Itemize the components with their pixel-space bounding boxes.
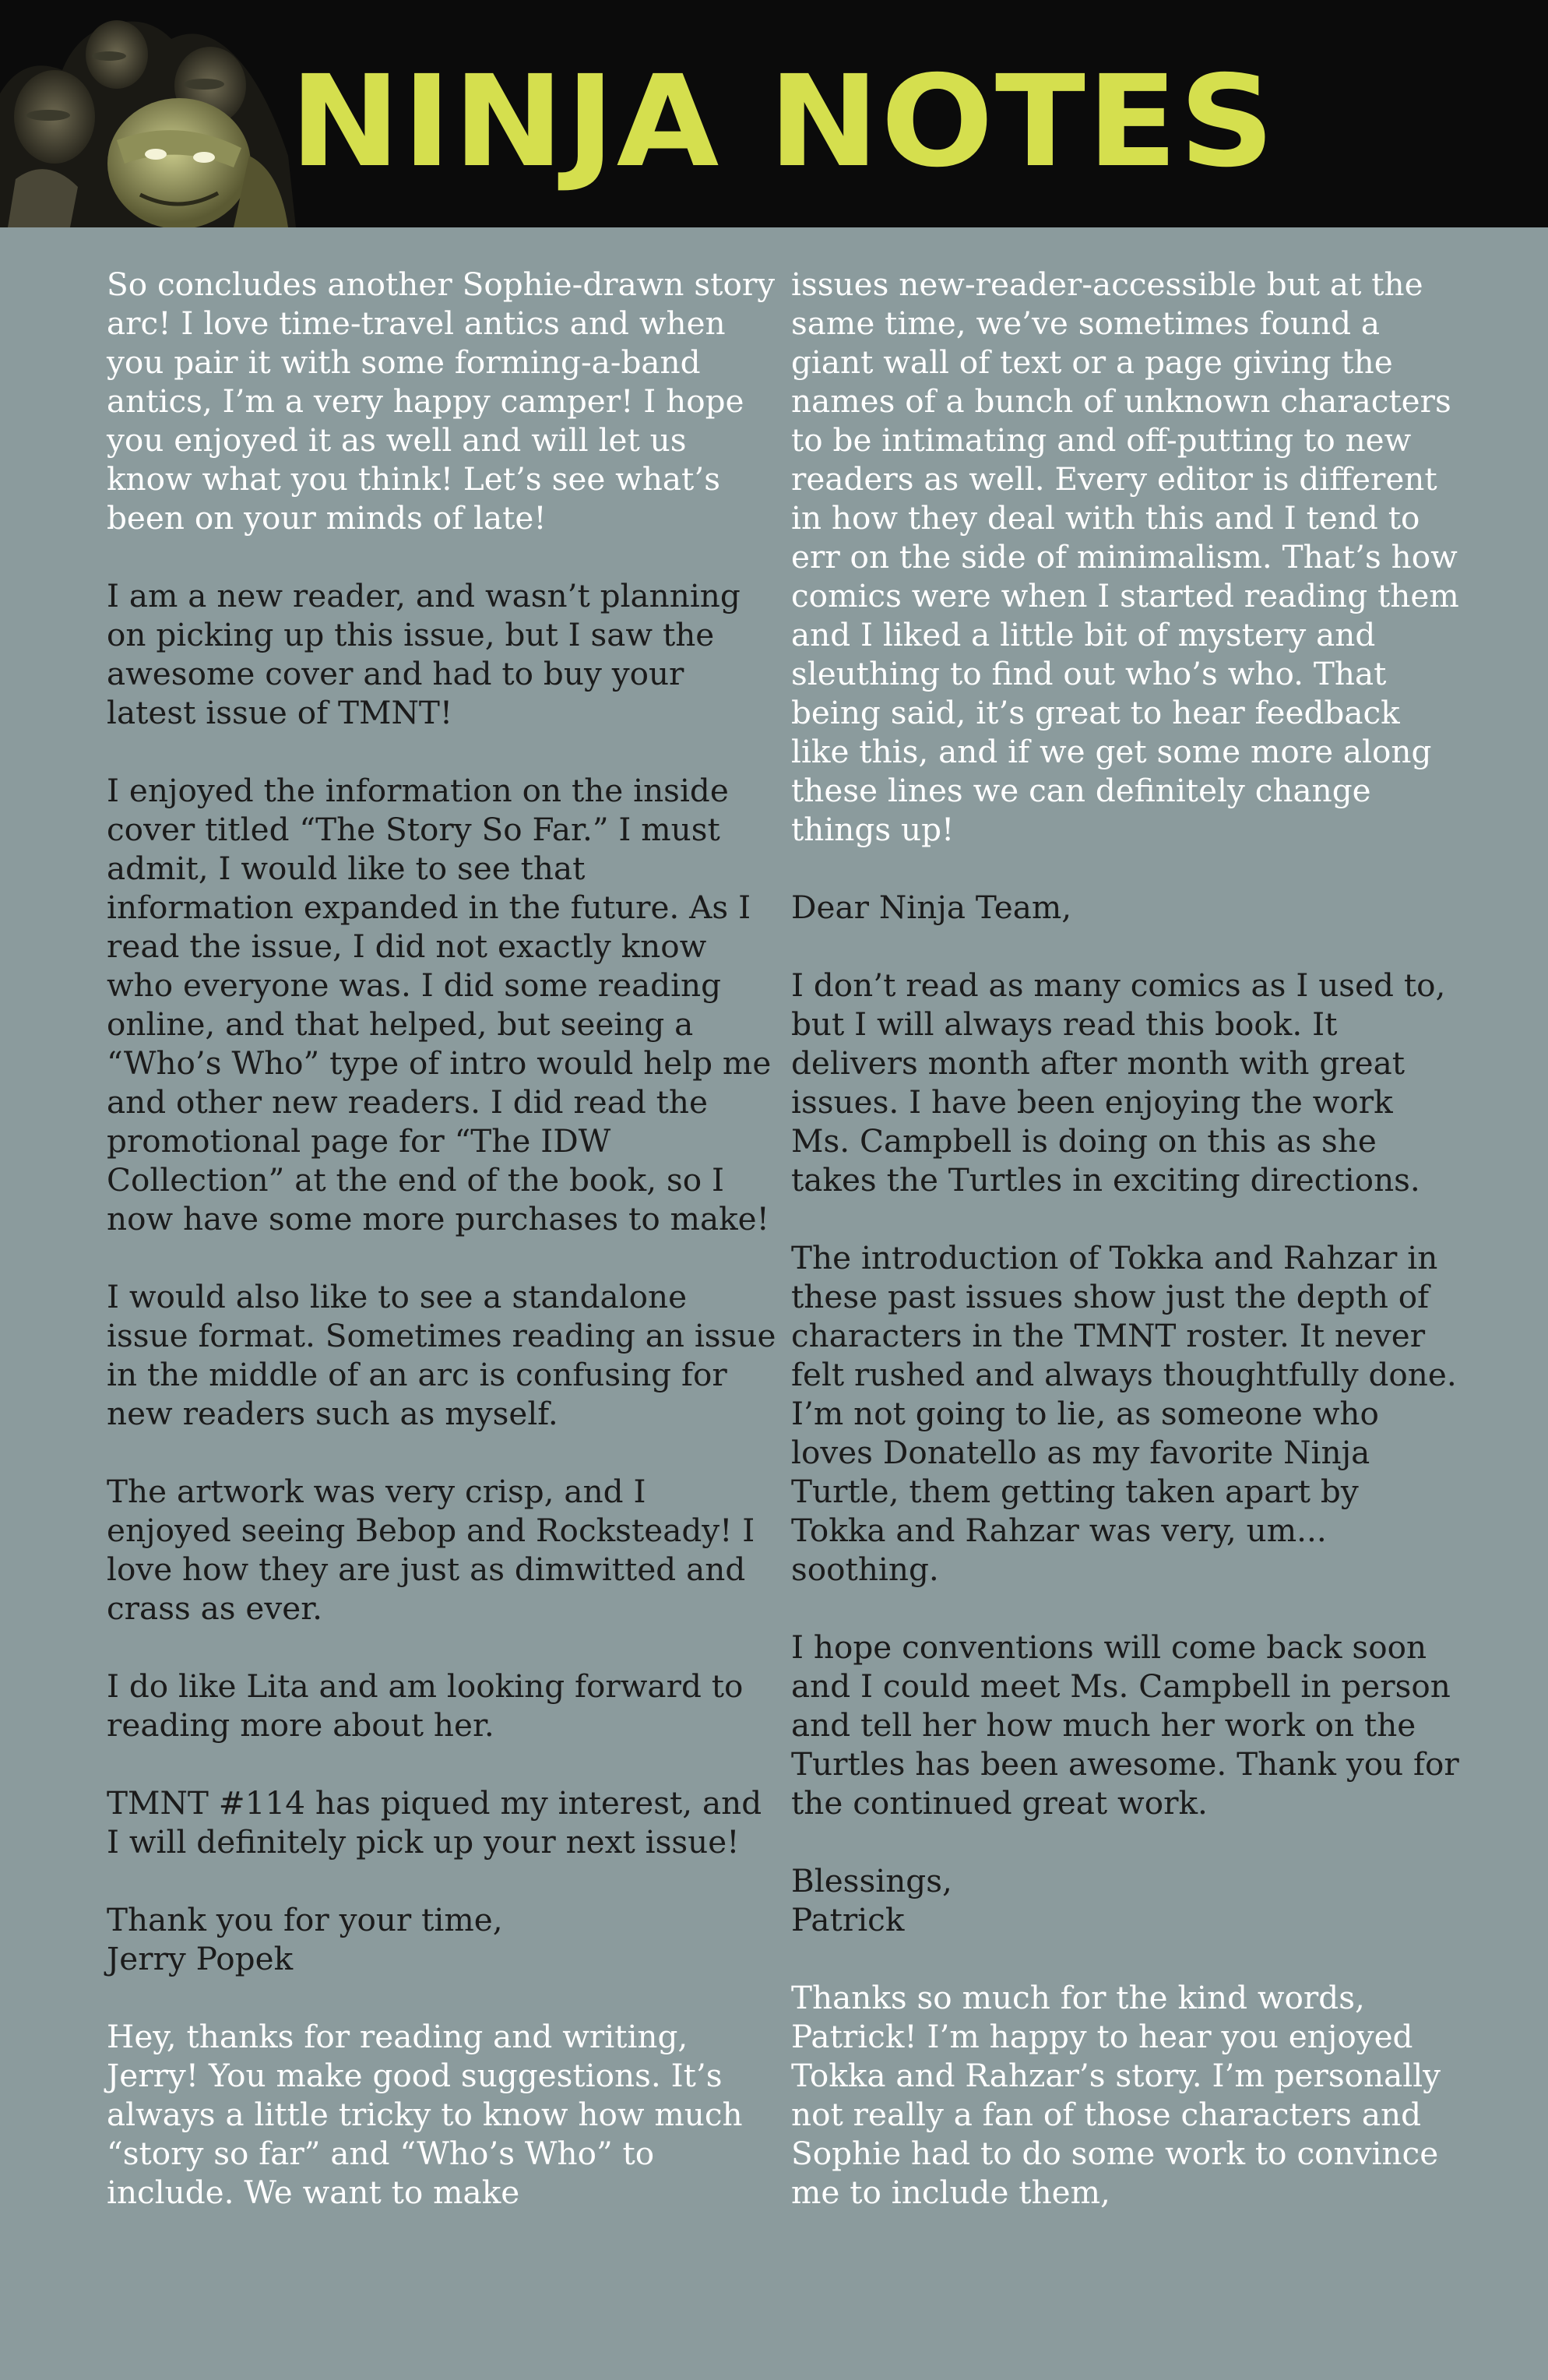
editor-reply-paragraph: Hey, thanks for reading and writing, Jerry! You make good suggestions. It’s always a little tricky to know how much “story so far” and “Who’s Who” to include. We want to make: [107, 2018, 743, 2211]
letter-paragraph: I do like Lita and am looking forward to reading more about her.: [107, 1667, 744, 1744]
right-column: [791, 265, 1461, 2212]
editor-reply-paragraph: Thanks so much for the kind words, Patrick! I’m happy to hear you enjoyed Tokka and Rahzar’s story. I’m personally not really a fan of those characters and Sophie had to do some work to convince me to include them,: [791, 1979, 1441, 2211]
left-column: [107, 265, 776, 2212]
letter-paragraph: I enjoyed the information on the inside cover titled “The Story So Far.” I must admit, I would like to see that information expanded in the future. As I read the issue, I did not exactly know who everyone was. I did some reading online, and that helped, but seeing a “Who’s Who” type of intro would help me and other new readers. I did read the promotional page for “The IDW Collection” at the end of the book, so I now have some more purchases to make!: [107, 772, 772, 1238]
letter-paragraph: I don’t read as many comics as I used to, but I will always read this book. It delivers month after month with great issues. I have been enjoying the work Ms. Campbell is doing on this as she takes the Turtles in exciting directions.: [791, 966, 1446, 1199]
letter-paragraph: The artwork was very crisp, and I enjoyed seeing Bebop and Rocksteady! I love how they are just as dimwitted and crass as ever.: [107, 1473, 755, 1627]
letter-paragraph: TMNT #114 has piqued my interest, and I will definitely pick up your next issue!: [107, 1784, 762, 1861]
turtles-group-illustration: [0, 0, 327, 227]
editor-reply-paragraph: issues new-reader-accessible but at the same time, we’ve sometimes found a giant wall of text or a page giving the names of a bunch of unknown characters to be intimating and off-putting to new readers as well. Every editor is different in how they deal with this and I tend to err on the side of minimalism. That’s how comics were when I started reading them and I liked a little bit of mystery and sleuthing to find out who’s who. That being said, it’s great to hear feedback like this, and if we get some more along these lines we can definitely change things up!: [791, 266, 1459, 848]
letter-salutation: Dear Ninja Team,: [791, 889, 1072, 926]
letter-signoff: Thank you for your time, Jerry Popek: [107, 1901, 503, 1977]
editor-intro-paragraph: So concludes another Sophie-drawn story arc! I love time-travel antics and when you pair it with some forming-a-band antics, I’m a very happy camper! I hope you enjoyed it as well and will let us know what you think! Let’s see what’s been on your minds of late!: [107, 266, 776, 537]
letter-paragraph: I am a new reader, and wasn’t planning on picking up this issue, but I saw the awesome cover and had to buy your latest issue of TMNT!: [107, 577, 741, 731]
letter-paragraph: The introduction of Tokka and Rahzar in these past issues show just the depth of characters in the TMNT roster. It never felt rushed and always thoughtfully done. I’m not going to lie, as someone who loves Donatello as my favorite Ninja Turtle, them getting taken apart by Tokka and Rahzar was very, um... soothing.: [791, 1239, 1457, 1588]
page-header: [0, 0, 1548, 227]
letter-signoff: Blessings, Patrick: [791, 1862, 952, 1938]
letter-paragraph: I would also like to see a standalone issue format. Sometimes reading an issue in the middle of an arc is confusing for new readers such as myself.: [107, 1278, 776, 1432]
letter-paragraph: I hope conventions will come back soon and I could meet Ms. Campbell in person and tell her how much her work on the Turtles has been awesome. Thank you for the continued great work.: [791, 1628, 1459, 1822]
page-title: NINJA NOTES: [290, 49, 1276, 195]
